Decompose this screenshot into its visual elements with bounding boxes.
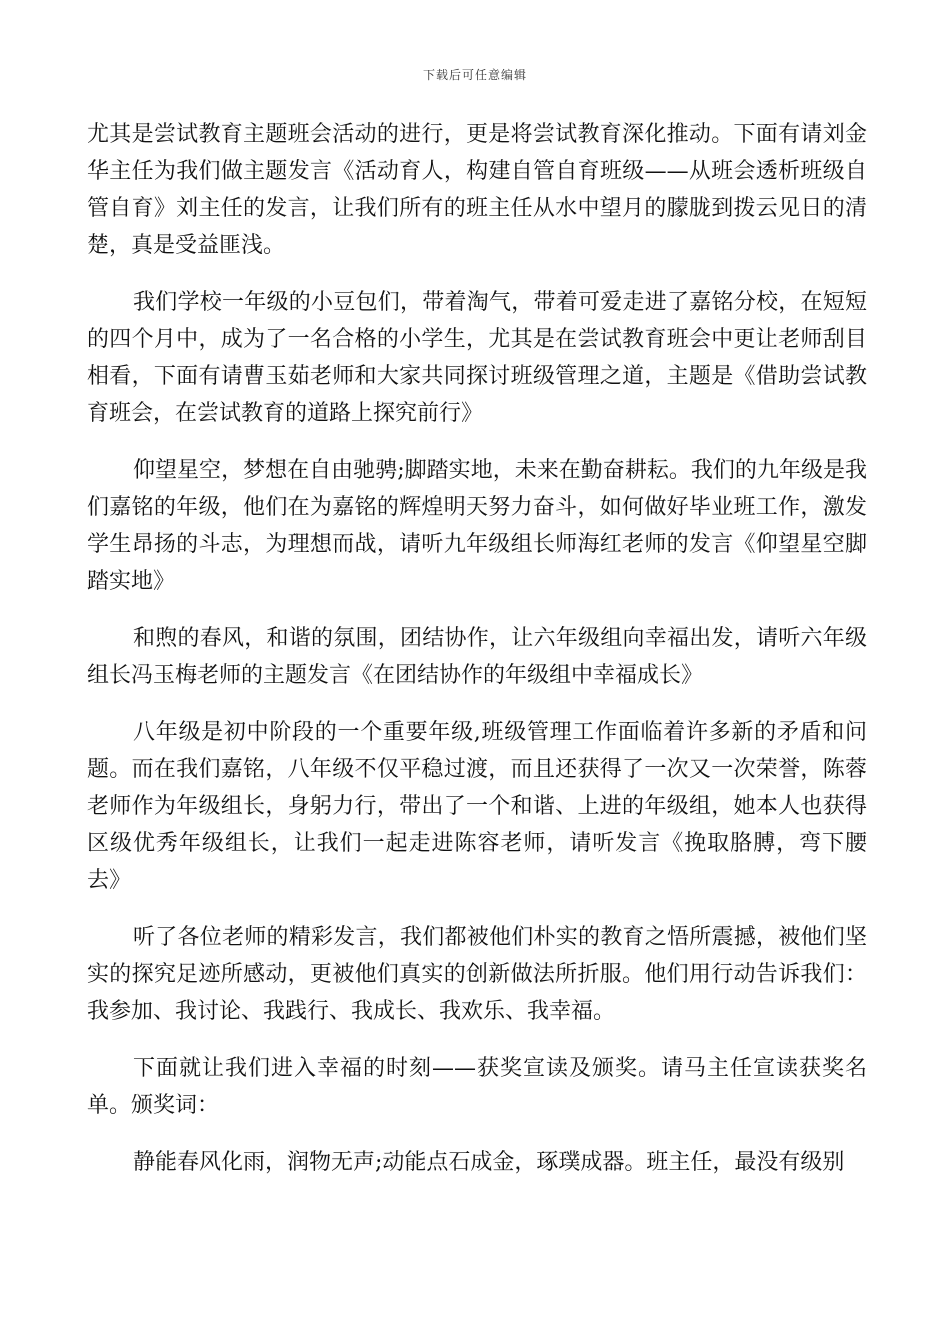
document-body xyxy=(87,116,867,1201)
paragraph-2: 我们学校一年级的小豆包们，带着淘气，带着可爱走进了嘉铭分校，在短短的四个月中，成为了一名合格的小学生，尤其是在尝试教育班会中更让老师刮目相看，下面有请曹玉茹老师和大家共同探讨班级管理之道，主题是《借助尝试教育班会，在尝试教育的道路上探究前行》 xyxy=(87,290,867,426)
paragraph-3: 仰望星空，梦想在自由驰骋;脚踏实地，未来在勤奋耕耘。我们的九年级是我们嘉铭的年级，他们在为嘉铭的辉煌明天努力奋斗，如何做好毕业班工作，激发学生昂扬的斗志，为理想而战，请听九年级组长师海红老师的发言《仰望星空脚踏实地》 xyxy=(87,458,867,594)
paragraph-1: 尤其是尝试教育主题班会活动的进行，更是将尝试教育深化推动。下面有请刘金华主任为我们做主题发言《活动育人，构建自管自育班级——从班会透析班级自管自育》刘主任的发言，让我们所有的班主任从水中望月的朦胧到拨云见日的清楚，真是受益匪浅。 xyxy=(87,122,867,258)
paragraph-5: 八年级是初中阶段的一个重要年级,班级管理工作面临着许多新的矛盾和问题。而在我们嘉铭，八年级不仅平稳过渡，而且还获得了一次又一次荣誉，陈蓉老师作为年级组长，身躬力行，带出了一个和谐、上进的年级组，她本人也获得区级优秀年级组长，让我们一起走进陈容老师，请听发言《挽取胳膊，弯下腰去》 xyxy=(87,720,867,893)
paragraph-4: 和煦的春风，和谐的氛围，团结协作，让六年级组向幸福出发，请听六年级组长冯玉梅老师的主题发言《在团结协作的年级组中幸福成长》 xyxy=(87,626,867,688)
paragraph-6: 听了各位老师的精彩发言，我们都被他们朴实的教育之悟所震撼，被他们坚实的探究足迹所感动，更被他们真实的创新做法所折服。他们用行动告诉我们：我参加、我讨论、我践行、我成长、我欢乐、我幸福。 xyxy=(87,925,867,1024)
page-header-note: 下载后可任意编辑 xyxy=(422,68,527,82)
paragraph-7: 下面就让我们进入幸福的时刻——获奖宣读及颁奖。请马主任宣读获奖名单。颁奖词： xyxy=(87,1056,867,1118)
paragraph-8: 静能春风化雨，润物无声;动能点石成金，琢璞成器。班主任，最没有级别 xyxy=(133,1150,845,1175)
